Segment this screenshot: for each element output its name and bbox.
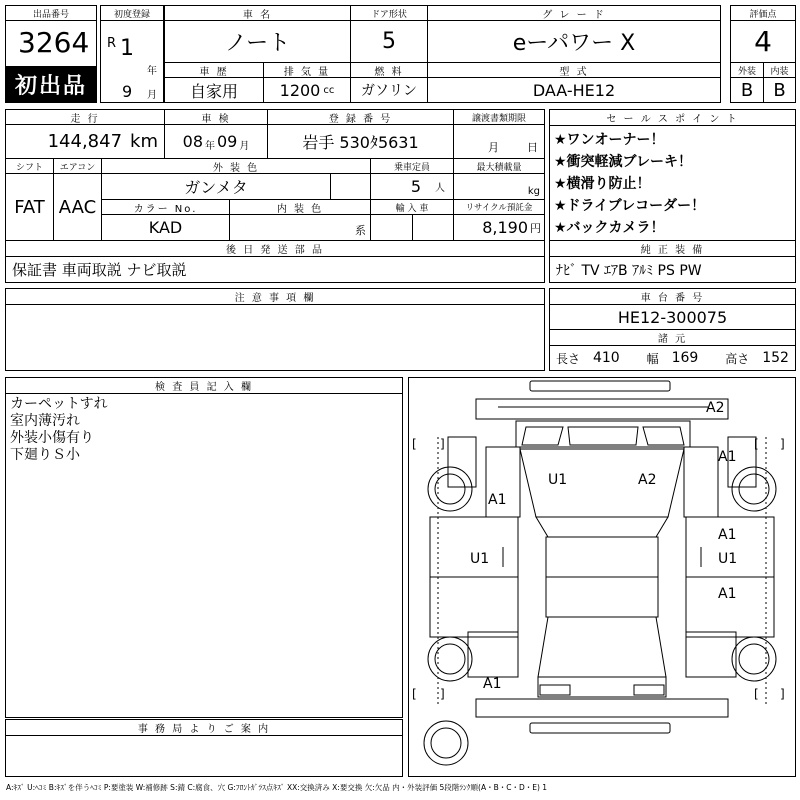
equipment: ﾅﾋﾞ TV ｴｱB ｱﾙﾐ PS PW — [549, 256, 796, 283]
model-code-label: 型 式 — [427, 62, 721, 78]
transfer-month-unit: 月 — [488, 140, 499, 154]
diagram-bracket: [ — [754, 687, 759, 701]
office-notice-label: 事 務 局 よ り ご 案 内 — [5, 719, 403, 736]
max-load-cell — [453, 173, 545, 200]
diagram-bracket: ] — [780, 437, 785, 451]
office-notice-box — [5, 735, 403, 777]
interior-grade: B — [763, 77, 796, 103]
diagram-bracket: ] — [440, 437, 445, 451]
diagram-bracket: ] — [440, 687, 445, 701]
interior-color-label: 内 装 色 — [229, 199, 371, 215]
exterior-label: 外装 — [730, 62, 764, 78]
sales-point: ★ドライブレコーダー！ — [554, 198, 706, 214]
mileage: 144,847 — [47, 131, 123, 152]
grade-label: グ レ ー ド — [427, 5, 721, 21]
recycle-fee: 8,190 — [482, 218, 528, 237]
ac: AAC — [53, 173, 102, 241]
color-number-label: カラー No. — [101, 199, 230, 215]
damage-mark: A1 — [488, 492, 507, 508]
capacity-unit: 人 — [435, 183, 445, 194]
damage-mark: U1 — [470, 551, 490, 567]
inspector-note: 下廻りＳ小 — [10, 447, 80, 463]
damage-mark: A2 — [638, 472, 657, 488]
chassis-number: HE12-300075 — [549, 304, 796, 330]
max-load-label: 最大積載量 — [453, 158, 545, 174]
caution-box — [5, 304, 545, 371]
sales-point: ★バックカメラ！ — [554, 220, 665, 236]
car-outline-diagram — [408, 377, 796, 777]
recycle-unit: 円 — [530, 221, 541, 235]
displacement-cell — [263, 77, 351, 103]
later-parts-label: 後 日 発 送 部 品 — [5, 240, 545, 257]
color-number: KAD — [101, 214, 230, 241]
import-label: 輸 入 車 — [370, 199, 454, 215]
doors-label: ドア形状 — [350, 5, 428, 21]
registration-label: 登 録 番 号 — [267, 109, 454, 125]
history-label: 車 歴 — [164, 62, 264, 78]
damage-legend: A:ｷｽﾞ U:ﾍｺﾐ B:ｷｽﾞを伴うﾍｺﾐ P:要塗装 W:補修跡 S:錆 C:腐食、穴 G:ﾌﾛﾝﾄｶﾞﾗｽ点ｷｽﾞ XX:交換済み X:要交換 欠:欠品 内・外装評価 5段階ﾗﾝｸ順(A・B・C・D・E) 1 — [6, 783, 548, 792]
fuel: ガソリン — [350, 77, 428, 103]
sales-point: ★衝突軽減ブレーキ！ — [554, 154, 692, 170]
grade: eーパワー X — [427, 20, 721, 63]
import-cell-b — [412, 214, 454, 241]
inspection-cell — [164, 124, 268, 159]
era-mark: R — [107, 36, 117, 51]
capacity-label: 乗車定員 — [370, 158, 454, 174]
score-label: 評価点 — [730, 5, 796, 21]
damage-mark: A1 — [718, 449, 737, 465]
inspection-year: 08 — [182, 132, 203, 151]
diagram-bracket: [ — [412, 687, 417, 701]
mileage-label: 走 行 — [5, 109, 165, 125]
interior-label: 内装 — [763, 62, 796, 78]
year-unit: 年 — [147, 66, 157, 77]
recycle-label: リサイクル預託金 — [453, 199, 545, 215]
inspector-notes-box — [5, 393, 403, 718]
damage-mark: U1 — [548, 472, 568, 488]
car-name: ノート — [164, 20, 351, 63]
lot-number-label: 出品番号 — [5, 5, 97, 21]
length-label: 長さ — [556, 351, 581, 366]
transfer-deadline-cell — [453, 124, 545, 159]
capacity: 5 — [410, 177, 421, 196]
first-listing-badge: 初出品 — [5, 66, 97, 103]
transfer-deadline-label: 譲渡書類期限 — [453, 109, 545, 125]
inspector-note: 外装小傷有り — [10, 430, 94, 446]
damage-mark: A1 — [718, 527, 737, 543]
inspector-note: カーペットすれ — [10, 396, 108, 412]
specs-label: 諸 元 — [549, 329, 796, 346]
first-registration-month: 9 — [122, 82, 133, 101]
sales-point: ★ワンオーナー！ — [554, 132, 665, 148]
specs-cell — [549, 345, 796, 371]
later-parts: 保証書 車両取説 ナビ取説 — [5, 256, 545, 283]
history: 自家用 — [164, 77, 264, 103]
shift: FAT — [5, 173, 54, 241]
first-registration-year: 1 — [120, 36, 134, 61]
height: 152 — [762, 350, 789, 366]
doors: 5 — [350, 20, 428, 63]
max-load-unit: kg — [527, 186, 540, 197]
sales-points-box — [549, 125, 796, 241]
transfer-day-unit: 日 — [527, 140, 538, 154]
diagram-bracket: [ — [754, 437, 759, 451]
month-unit: 月 — [147, 90, 157, 101]
exterior-color-cell — [101, 173, 331, 200]
interior-color-cell — [229, 214, 371, 241]
shift-label: シフト — [5, 158, 54, 174]
exterior-color: ガンメタ — [184, 178, 248, 197]
height-label: 高さ — [725, 351, 750, 366]
first-registration-label: 初度登録 — [100, 5, 164, 21]
mileage-unit: km — [130, 131, 158, 152]
diagram-bracket: [ — [412, 437, 417, 451]
inspector-note: 室内薄汚れ — [10, 413, 80, 429]
damage-mark: A2 — [706, 400, 725, 416]
inspection-month-unit: 月 — [239, 141, 250, 152]
score: 4 — [730, 20, 796, 63]
diagram-bracket: ] — [780, 687, 785, 701]
equipment-label: 純 正 装 備 — [549, 240, 796, 257]
car-name-label: 車 名 — [164, 5, 351, 21]
width: 169 — [671, 350, 699, 366]
recycle-cell — [453, 214, 545, 241]
displacement: 1200 — [279, 80, 321, 100]
lot-number: 3264 — [18, 26, 90, 59]
exterior-color-label: 外 装 色 — [101, 158, 371, 174]
model-code: DAA-HE12 — [427, 77, 721, 103]
registration-number: 岩手 530ﾀ5631 — [267, 124, 454, 159]
fuel-label: 燃 料 — [350, 62, 428, 78]
displacement-label: 排 気 量 — [263, 62, 351, 78]
damage-mark: A1 — [718, 586, 737, 602]
inspection-year-unit: 年 — [205, 141, 215, 152]
exterior-grade: B — [730, 77, 764, 103]
sales-point: ★横滑り防止！ — [554, 176, 651, 192]
capacity-cell — [370, 173, 454, 200]
caution-label: 注 意 事 項 欄 — [5, 288, 545, 305]
damage-mark: U1 — [718, 551, 738, 567]
chassis-label: 車 台 番 号 — [549, 288, 796, 305]
inspection-label: 車 検 — [164, 109, 268, 125]
displacement-unit: cc — [323, 84, 335, 96]
interior-color-suffix: 系 — [355, 224, 366, 237]
exterior-color-extra — [330, 173, 371, 200]
mileage-cell — [5, 124, 165, 159]
length: 410 — [592, 350, 620, 366]
sales-points-label: セ ー ル ス ポ イ ン ト — [549, 109, 796, 126]
import-cell-a — [370, 214, 413, 241]
inspection-month: 09 — [217, 132, 238, 151]
damage-mark: A1 — [483, 676, 502, 692]
width-label: 幅 — [646, 351, 659, 366]
inspector-notes-label: 検 査 員 記 入 欄 — [5, 377, 403, 394]
ac-label: エアコン — [53, 158, 102, 174]
